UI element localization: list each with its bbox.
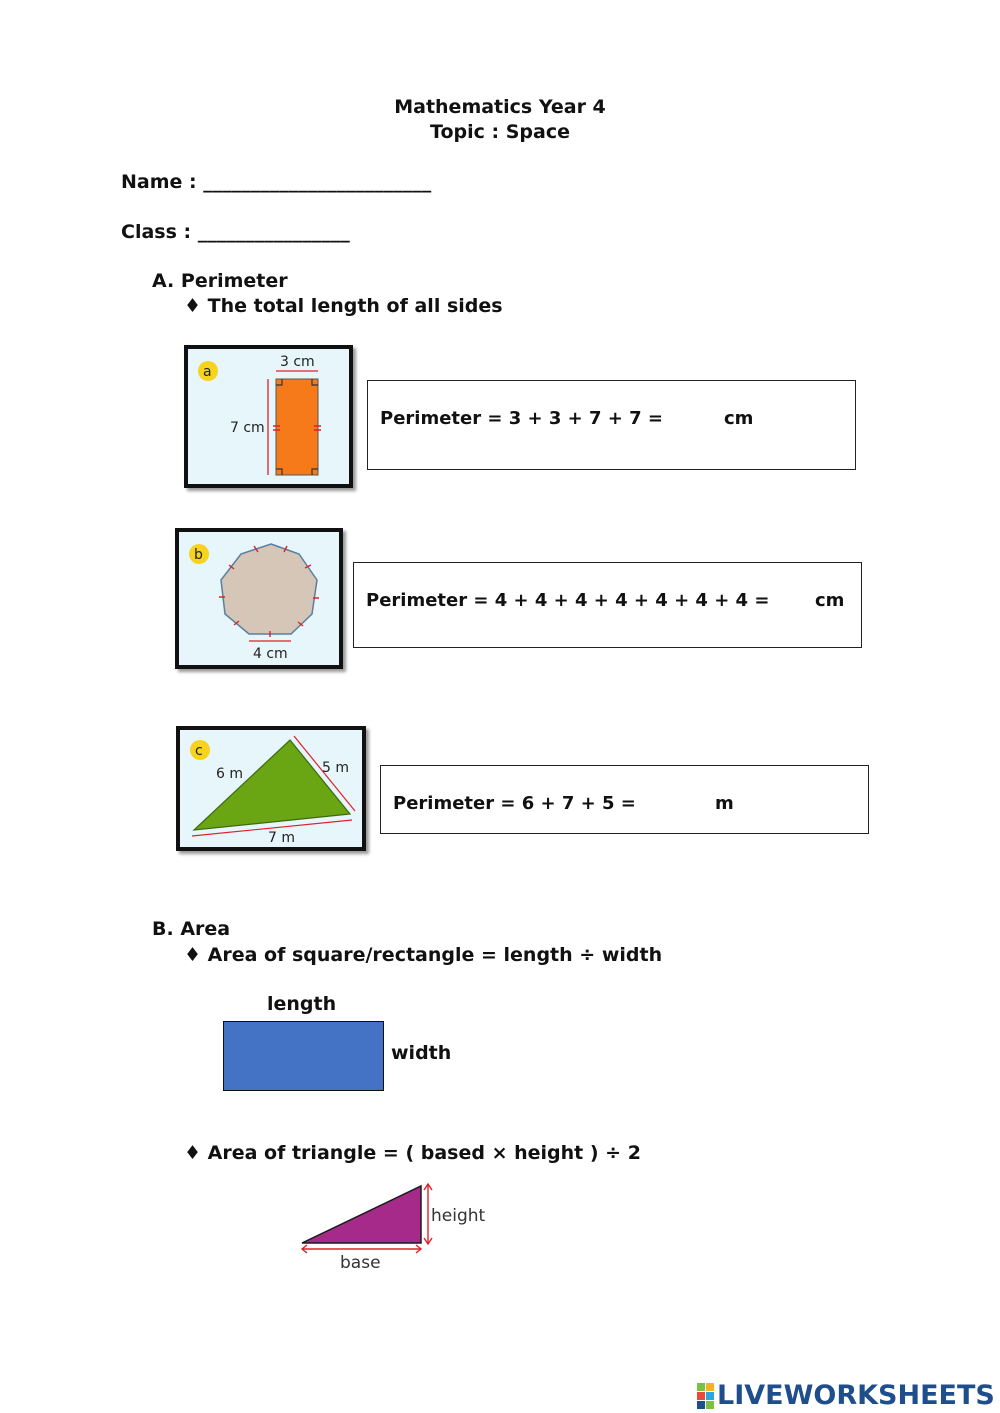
perimeter-definition: ♦ The total length of all sides bbox=[184, 295, 503, 317]
badge-a-letter: a bbox=[203, 364, 212, 380]
badge-b-letter: b bbox=[194, 547, 203, 563]
badge-c-letter: c bbox=[195, 743, 203, 759]
name-label: Name : bbox=[121, 171, 197, 193]
figure-c-drawing bbox=[180, 730, 362, 847]
section-b-heading: B. Area bbox=[152, 918, 231, 940]
class-row bbox=[121, 221, 350, 243]
liveworksheets-logo-icon bbox=[697, 1383, 714, 1409]
label-4cm: 4 cm bbox=[253, 646, 288, 662]
label-7cm: 7 cm bbox=[230, 420, 265, 436]
height-label: height bbox=[431, 1206, 486, 1226]
label-7m: 7 m bbox=[268, 830, 295, 846]
class-label: Class : bbox=[121, 221, 192, 243]
answer-input-c[interactable] bbox=[621, 792, 705, 815]
green-triangle bbox=[194, 740, 350, 830]
purple-triangle bbox=[302, 1186, 421, 1243]
label-5m: 5 m bbox=[322, 760, 349, 776]
equation-b: Perimeter = 4 + 4 + 4 + 4 + 4 + 4 + 4 = bbox=[366, 590, 770, 611]
liveworksheets-logo[interactable] bbox=[697, 1380, 995, 1411]
unit-b: cm bbox=[815, 590, 845, 611]
name-blank-line: ________________________ bbox=[203, 171, 432, 193]
brand-wordmark: LIVEWORKSHEETS bbox=[717, 1380, 995, 1411]
figure-b-heptagon bbox=[175, 528, 343, 669]
figure-a-drawing bbox=[188, 349, 349, 484]
rectangle-area-rule: ♦ Area of square/rectangle = length ÷ width bbox=[184, 944, 663, 966]
equation-c: Perimeter = 6 + 7 + 5 = bbox=[393, 793, 636, 814]
worksheet-title: Mathematics Year 4 bbox=[394, 96, 606, 118]
figure-b-drawing bbox=[179, 532, 339, 665]
label-6m: 6 m bbox=[216, 766, 243, 782]
label-3cm: 3 cm bbox=[280, 354, 315, 370]
area-triangle-figure bbox=[290, 1175, 510, 1280]
figure-a-rectangle bbox=[184, 345, 353, 488]
blue-rectangle bbox=[223, 1021, 384, 1091]
answer-box-c bbox=[380, 765, 869, 834]
heptagon-shape bbox=[221, 544, 317, 634]
length-label: length bbox=[267, 993, 337, 1015]
worksheet-topic: Topic : Space bbox=[430, 121, 570, 143]
base-label: base bbox=[340, 1253, 381, 1273]
unit-c: m bbox=[715, 793, 734, 814]
answer-input-a[interactable] bbox=[643, 407, 727, 430]
unit-a: cm bbox=[724, 408, 754, 429]
answer-box-a bbox=[367, 380, 856, 470]
answer-input-b[interactable] bbox=[729, 589, 813, 612]
class-blank-line: ________________ bbox=[197, 221, 350, 243]
triangle-area-rule: ♦ Area of triangle = ( based × height ) ÷ 2 bbox=[184, 1142, 641, 1164]
section-a-heading: A. Perimeter bbox=[152, 270, 288, 292]
orange-rectangle bbox=[276, 379, 318, 475]
width-label: width bbox=[391, 1042, 452, 1064]
figure-c-triangle bbox=[176, 726, 366, 851]
equation-a: Perimeter = 3 + 3 + 7 + 7 = bbox=[380, 408, 664, 429]
answer-box-b bbox=[353, 562, 862, 648]
name-row bbox=[121, 171, 431, 193]
